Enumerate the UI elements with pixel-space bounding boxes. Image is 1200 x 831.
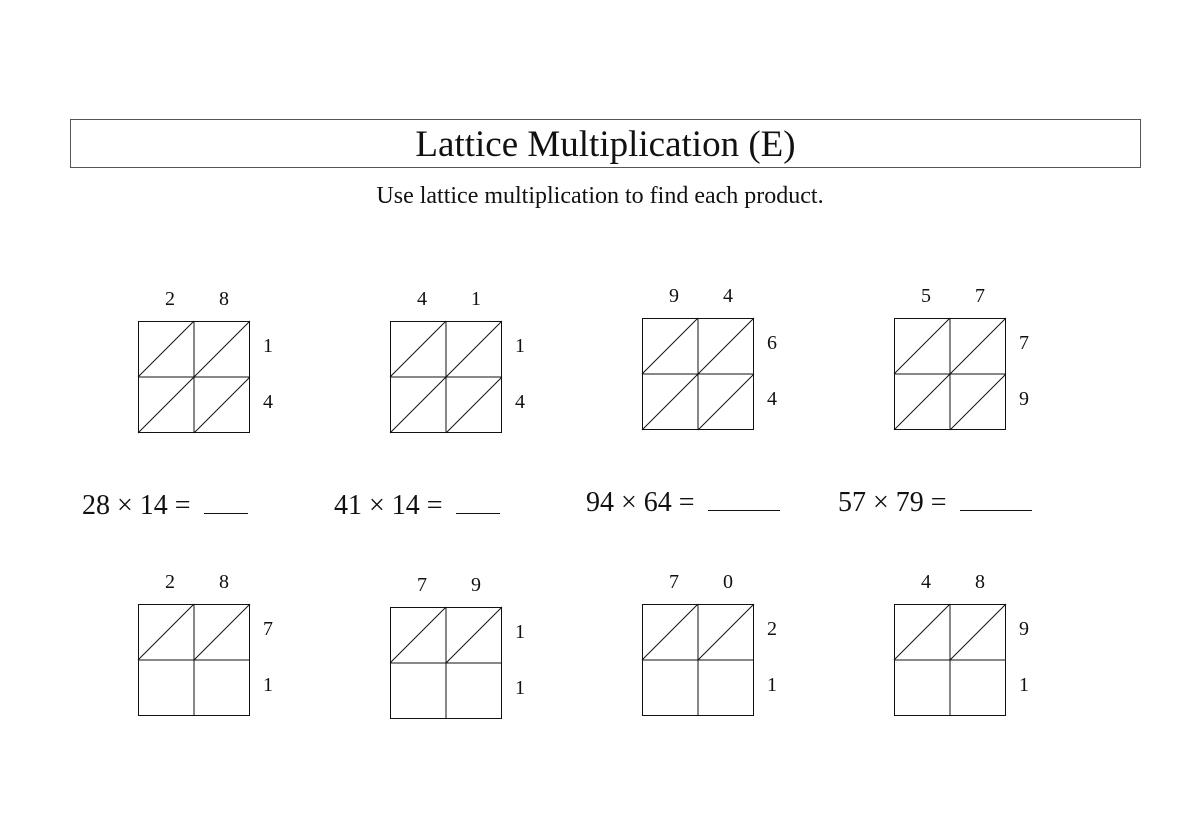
multiplier: 64 (643, 487, 672, 518)
side-digit: 1 (515, 335, 525, 357)
answer-blank (708, 509, 780, 511)
multiplicand: 28 (82, 490, 110, 521)
answer-blank (456, 512, 500, 514)
equation (334, 492, 500, 520)
problem-8 (886, 568, 1086, 828)
lattice-grid (390, 607, 502, 719)
problem-2 (334, 285, 582, 545)
side-digit: 7 (1019, 332, 1029, 354)
top-digit: 2 (165, 288, 175, 310)
top-digit: 9 (471, 574, 481, 596)
lattice-grid (642, 604, 754, 716)
lattice-grid (894, 604, 1006, 716)
side-digit: 7 (263, 618, 273, 640)
side-digit: 6 (767, 332, 777, 354)
times-sign: × (117, 490, 133, 521)
top-digit: 7 (975, 285, 985, 307)
multiplicand: 41 (334, 490, 362, 521)
lattice-grid (894, 318, 1006, 430)
equals-sign: = (930, 487, 947, 518)
lattice-grid (390, 321, 502, 433)
top-digit: 0 (723, 571, 733, 593)
side-digit: 1 (515, 621, 525, 643)
equals-sign: = (426, 490, 443, 521)
side-digit: 1 (515, 677, 525, 699)
multiplicand: 57 (838, 487, 866, 518)
side-digit: 1 (767, 674, 777, 696)
top-digit: 1 (471, 288, 481, 310)
times-sign: × (873, 487, 889, 518)
top-digit: 8 (975, 571, 985, 593)
lattice-grid (138, 604, 250, 716)
times-sign: × (621, 487, 637, 518)
side-digit: 1 (263, 674, 273, 696)
top-digit: 2 (165, 571, 175, 593)
answer-blank (960, 509, 1032, 511)
lattice-grid (138, 321, 250, 433)
top-digit: 8 (219, 288, 229, 310)
side-digit: 4 (263, 391, 273, 413)
side-digit: 9 (1019, 388, 1029, 410)
top-digit: 8 (219, 571, 229, 593)
problem-5 (130, 568, 330, 828)
worksheet-title: Lattice Multiplication (E) (415, 123, 796, 165)
side-digit: 1 (1019, 674, 1029, 696)
problem-3 (586, 282, 834, 542)
side-digit: 2 (767, 618, 777, 640)
top-digit: 9 (669, 285, 679, 307)
top-digit: 7 (669, 571, 679, 593)
answer-blank (204, 512, 248, 514)
equation (586, 489, 780, 517)
instructions-text: Use lattice multiplication to find each product. (376, 183, 824, 209)
problem-4 (838, 282, 1086, 542)
times-sign: × (369, 490, 385, 521)
side-digit: 4 (515, 391, 525, 413)
multiplier: 14 (391, 490, 420, 521)
top-digit: 4 (921, 571, 931, 593)
problem-6 (382, 571, 582, 831)
multiplier: 79 (895, 487, 924, 518)
side-digit: 4 (767, 388, 777, 410)
side-digit: 1 (263, 335, 273, 357)
lattice-grid (642, 318, 754, 430)
top-digit: 7 (417, 574, 427, 596)
multiplier: 14 (139, 490, 168, 521)
problem-1 (82, 285, 330, 545)
top-digit: 4 (723, 285, 733, 307)
top-digit: 5 (921, 285, 931, 307)
equation (82, 492, 248, 520)
side-digit: 9 (1019, 618, 1029, 640)
equation (838, 489, 1032, 517)
multiplicand: 94 (586, 487, 614, 518)
problem-7 (634, 568, 834, 828)
equals-sign: = (678, 487, 695, 518)
top-digit: 4 (417, 288, 427, 310)
worksheet-title-box (70, 119, 1141, 168)
equals-sign: = (174, 490, 191, 521)
